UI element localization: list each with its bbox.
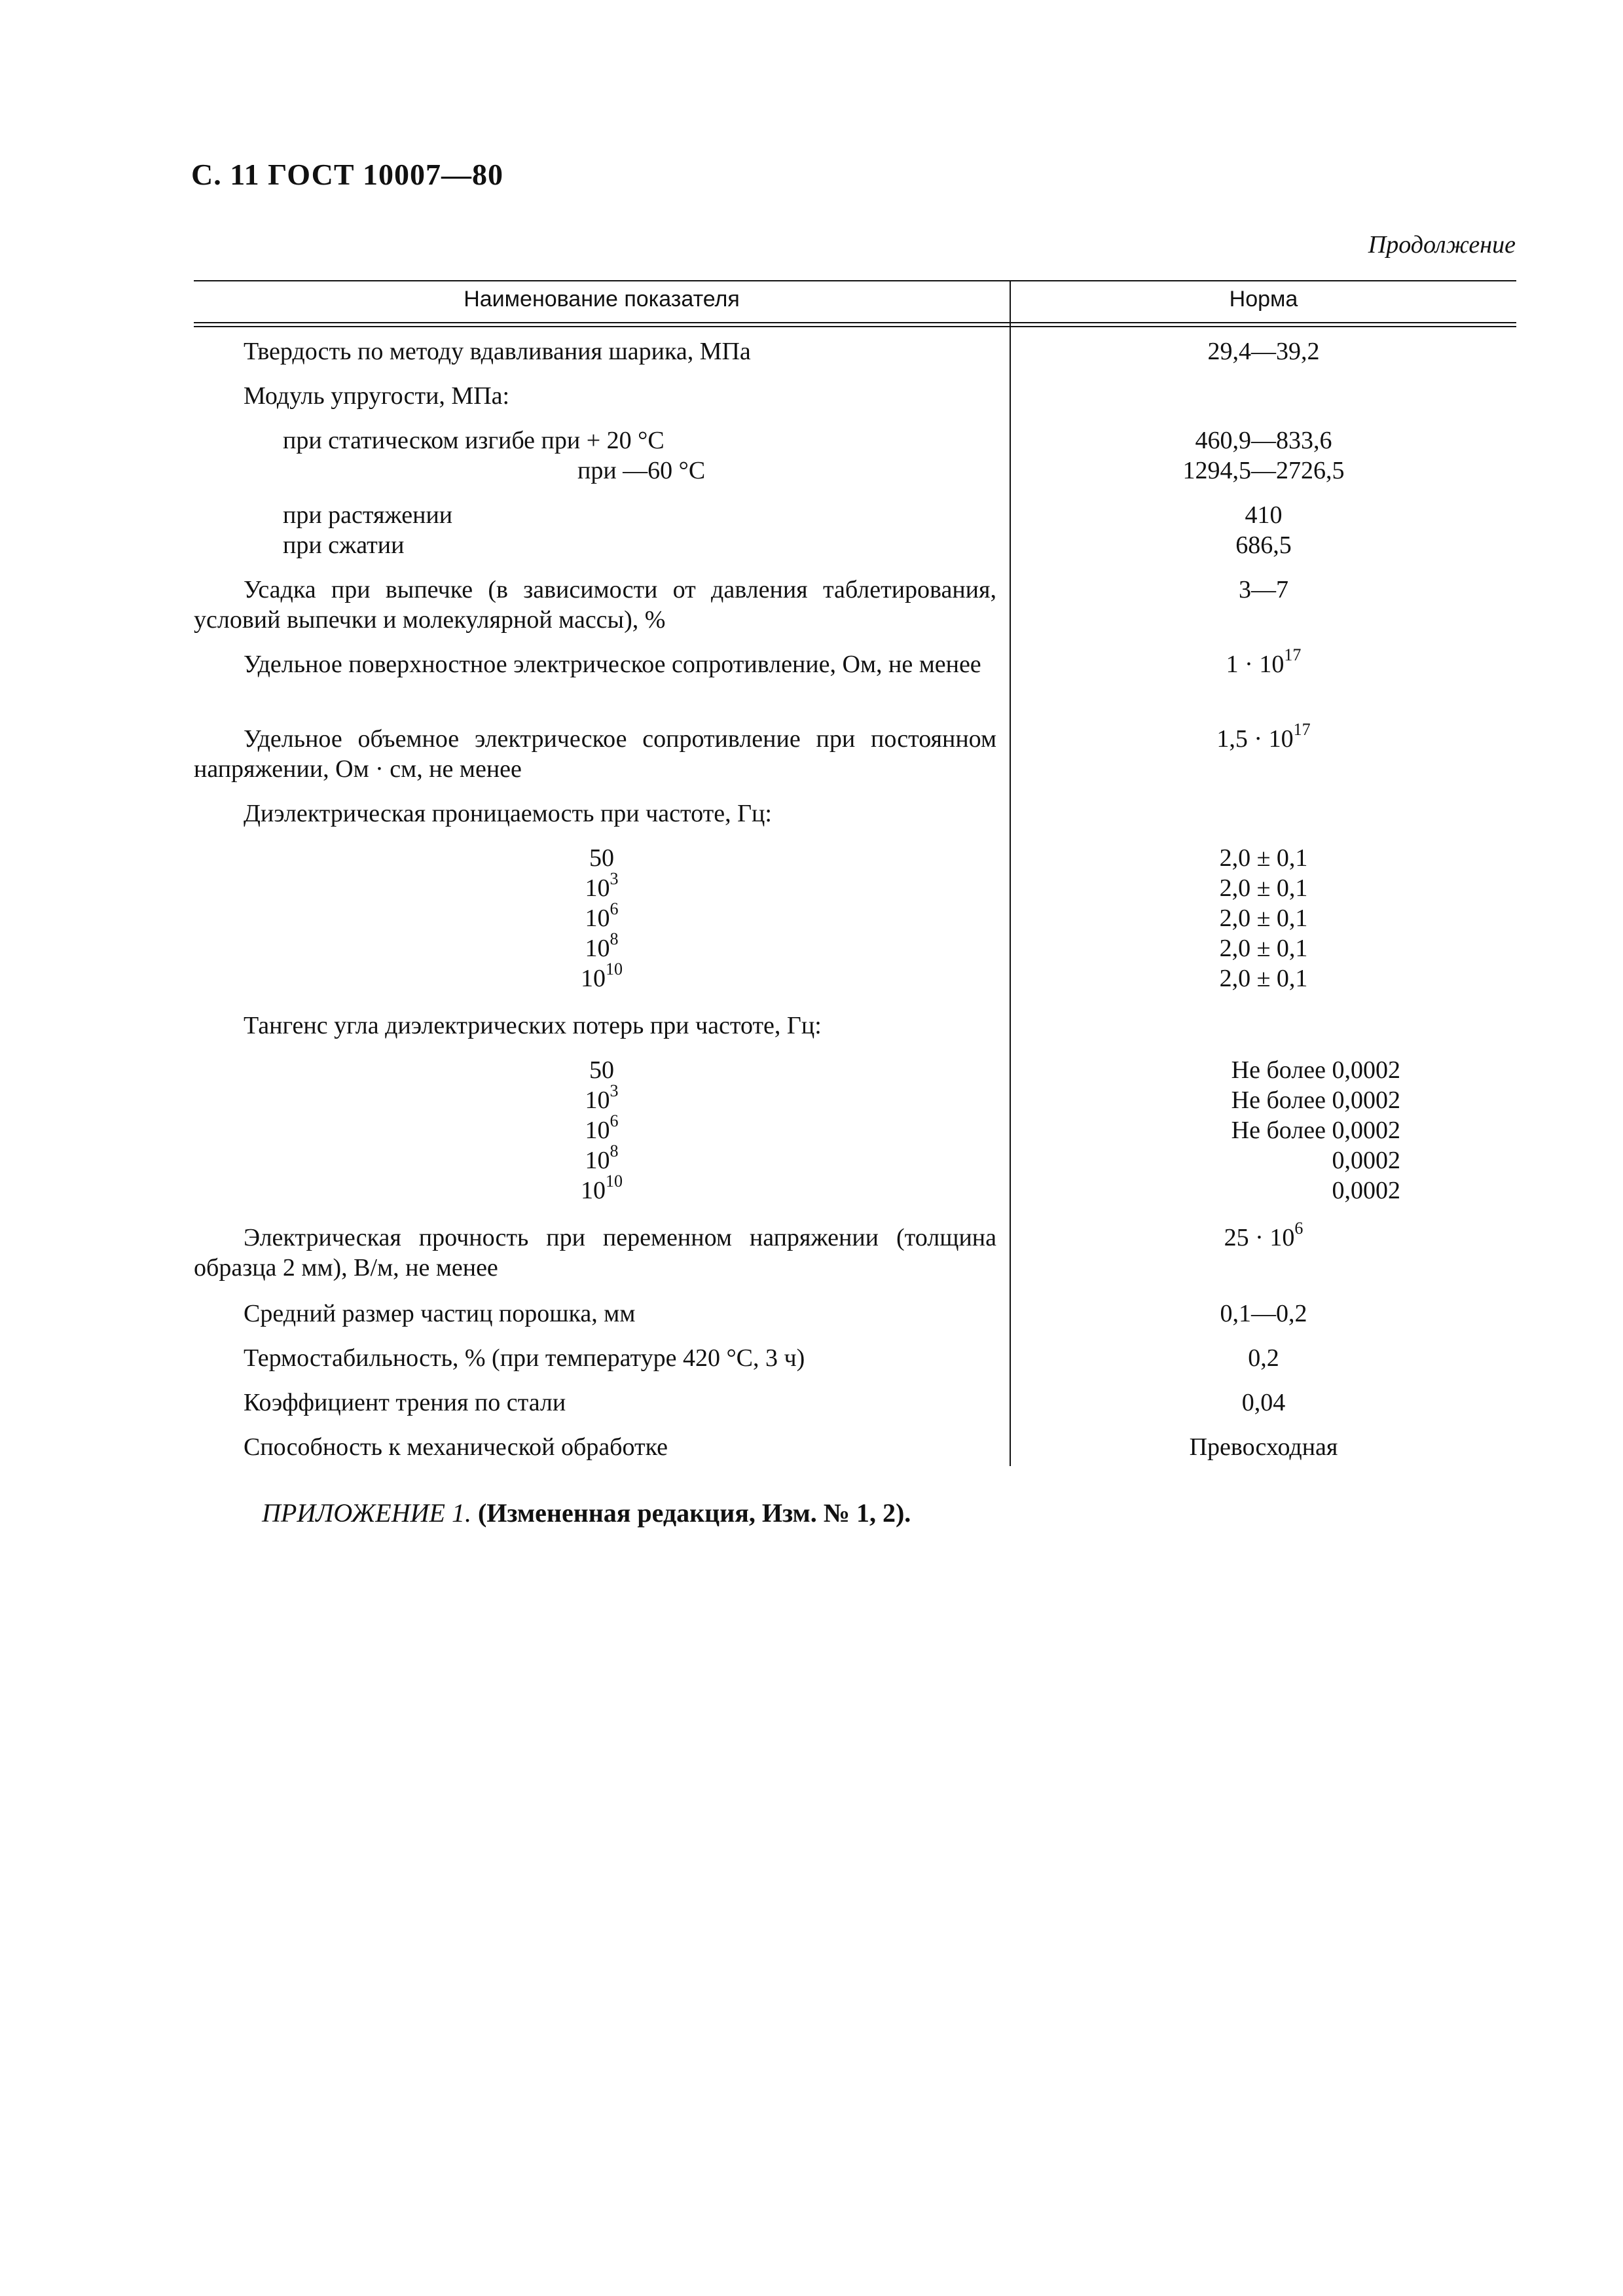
row-value: Превосходная [1189, 1433, 1338, 1461]
frequency-label: $10^3$ [585, 1081, 619, 1114]
row-value: Не более 0,0002 [1231, 1117, 1400, 1144]
row-label: Коэффициент трения по стали [244, 1389, 566, 1416]
row-value: 2,0 ± 0,1 [1219, 935, 1308, 962]
row-label: Модуль упругости, МПа: [244, 382, 510, 410]
row-value: 0,0002 [1332, 1147, 1400, 1174]
row-label: Твердость по методу вдавливания шарика, МПа [244, 338, 751, 365]
row-label: Диэлектрическая проницаемость при частоте, Гц: [244, 800, 772, 827]
row-label: Термостабильность, % (при температуре 420 °С, 3 ч) [244, 1344, 805, 1372]
continuation-label: Продолжение [1368, 231, 1516, 259]
row-label: Тангенс угла диэлектрических потерь при частоте, Гц: [244, 1012, 822, 1039]
frequency-label: $10^6$ [585, 899, 619, 932]
frequency-label: $10^{10}$ [581, 960, 623, 992]
row-label: Средний размер частиц порошка, мм [244, 1300, 636, 1327]
row-value: 2,0 ± 0,1 [1219, 844, 1308, 872]
revision-note: (Измененная редакция, Изм. № 1, 2). [477, 1498, 911, 1528]
row-label: Удельное объемное электрическое сопротивление при постоянном напряжении, Ом · см, не менее [194, 725, 996, 783]
row-value: $1,5 \cdot 10^{17}$ [1216, 720, 1311, 753]
row-label: Усадка при выпечке (в зависимости от давления таблетирования, условий выпечки и молекулярной массы), % [194, 576, 996, 634]
row-value: 1294,5—2726,5 [1182, 457, 1345, 484]
row-value: 0,2 [1248, 1344, 1279, 1372]
frequency-label: 50 [589, 1056, 614, 1084]
row-value: 3—7 [1239, 576, 1288, 603]
row-value: 410 [1245, 501, 1283, 529]
row-value: 2,0 ± 0,1 [1219, 874, 1308, 902]
page-title: С. 11 ГОСТ 10007—80 [191, 158, 504, 191]
frequency-label: 50 [589, 844, 614, 872]
row-value: 2,0 ± 0,1 [1219, 965, 1308, 992]
row-label: Электрическая прочность при переменном напряжении (толщина образца 2 мм), В/м, не менее [194, 1224, 996, 1282]
row-value: Не более 0,0002 [1231, 1056, 1400, 1084]
frequency-label: $10^{10}$ [581, 1172, 623, 1204]
row-value: 2,0 ± 0,1 [1219, 905, 1308, 932]
row-label: Удельное поверхностное электрическое сопротивление, Ом, не менее [244, 651, 981, 678]
row-value: 0,04 [1241, 1389, 1286, 1416]
row-value: 29,4—39,2 [1207, 338, 1320, 365]
row-label: при статическом изгибе при + 20 °С [283, 427, 665, 454]
column-header-name: Наименование показателя [464, 287, 740, 312]
row-value: $1 \cdot 10^{17}$ [1226, 645, 1302, 678]
row-value: 686,5 [1235, 531, 1292, 559]
frequency-label: $10^8$ [585, 1141, 619, 1174]
appendix-note [262, 1498, 911, 1528]
row-label: при —60 °С [577, 457, 706, 484]
row-value: 0,0002 [1332, 1177, 1400, 1204]
appendix-label: ПРИЛОЖЕНИЕ 1. [262, 1498, 471, 1528]
column-header-norm: Норма [1229, 287, 1298, 312]
row-value: 0,1—0,2 [1220, 1300, 1307, 1327]
spec-table [194, 280, 1516, 1466]
row-label: при сжатии [283, 531, 405, 559]
frequency-label: $10^6$ [585, 1111, 619, 1144]
table-top-rule [194, 280, 1516, 281]
row-value: 460,9—833,6 [1195, 427, 1332, 454]
table-header-rule [194, 322, 1516, 323]
row-value: $25 \cdot 10^6$ [1224, 1219, 1304, 1251]
table-header-rule-double [194, 326, 1516, 327]
frequency-label: $10^8$ [585, 929, 619, 962]
frequency-label: $10^3$ [585, 869, 619, 902]
row-label: при растяжении [283, 501, 453, 529]
row-label: Способность к механической обработке [244, 1433, 668, 1461]
row-value: Не более 0,0002 [1231, 1086, 1400, 1114]
